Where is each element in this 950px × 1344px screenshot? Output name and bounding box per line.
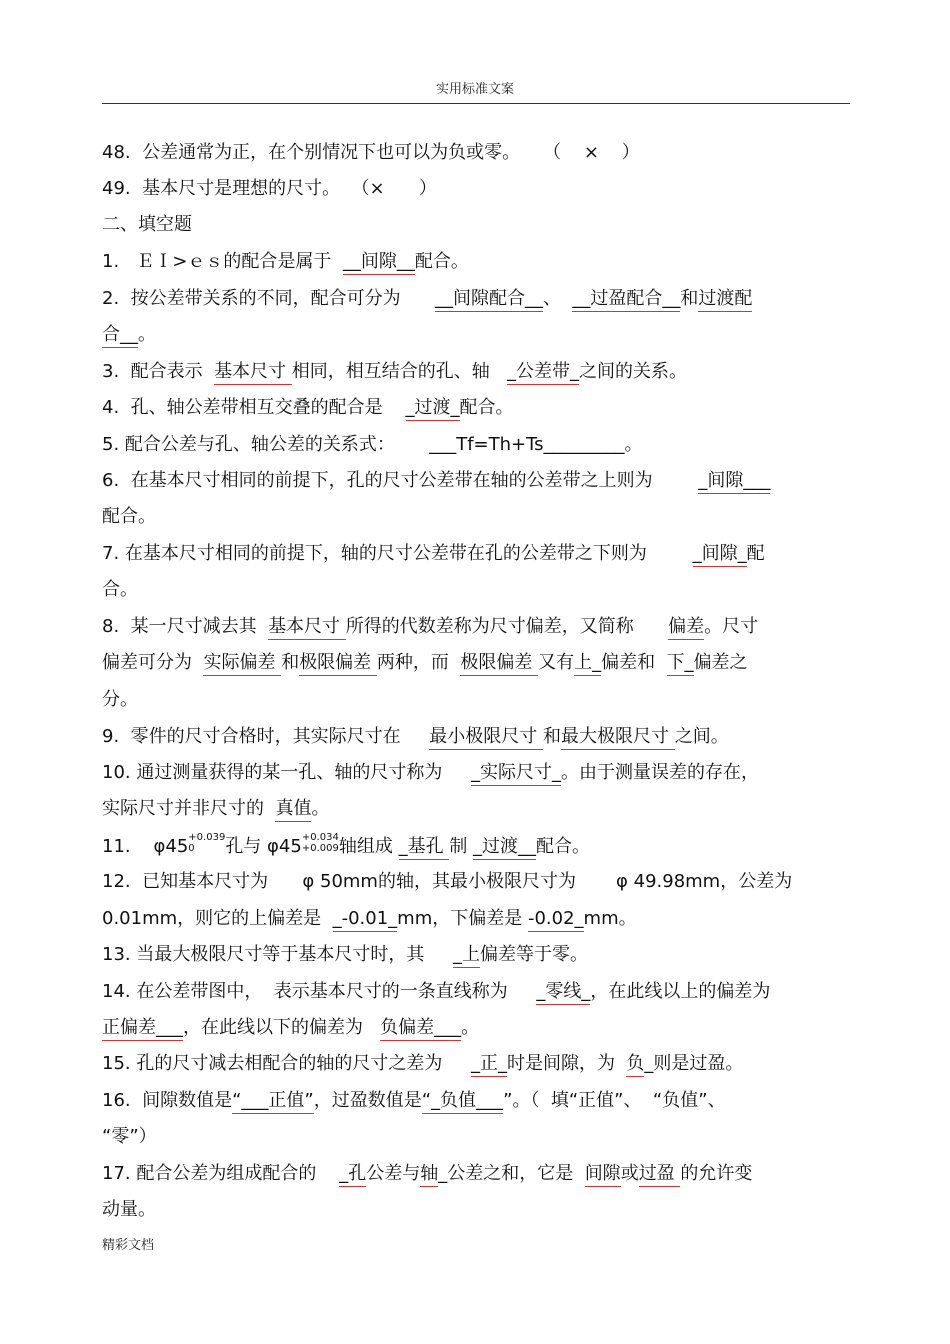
answer: 过盈 [639, 1163, 681, 1187]
phi-symbol: φ [267, 836, 279, 857]
tolerance-stack: +0.039 0 [188, 832, 226, 854]
question-14-cont: 正偏差___，在此线以下的偏差为 负偏差___。 [102, 1015, 850, 1041]
question-8-cont: 偏差可分为 实际偏差 和极限偏差 两种，而 极限偏差 又有上_偏差和 下_偏差之 [102, 650, 850, 676]
answer: “___正值” [232, 1090, 314, 1114]
question-17-cont: 动量。 [102, 1199, 156, 1220]
answer: _实际尺寸_ [471, 762, 561, 786]
answer: 上_ [574, 652, 601, 676]
question-13: 13. 当最大极限尺寸等于基本尺寸时，其 _上偏差等于零。 [102, 942, 850, 968]
answer: 极限偏差 [460, 652, 538, 676]
answer: _公差带_ [507, 361, 579, 385]
item-48: 48. 公差通常为正，在个别情况下也可以为负或零。 （ × ） [102, 142, 640, 163]
question-3: 3. 配合表示 基本尺寸 相同，相互结合的孔、轴 _公差带_之间的关系。 [102, 359, 850, 385]
question-1: 1. ＥＩ>ｅｓ的配合是属于 __间隙__配合。 [102, 249, 850, 275]
question-16: 16. 间隙数值是“___正值”，过盈数值是“_负值___”。（ 填“正值”、 “负值”、 [102, 1088, 850, 1114]
answer: 下_ [667, 652, 694, 676]
header-divider [102, 103, 850, 104]
question-16-cont: “零”） [102, 1126, 157, 1147]
answer: 基本尺寸 [268, 616, 346, 640]
question-15: 15. 孔的尺寸减去相配合的轴的尺寸之差为 _正_时是间隙，为 负_则是过盈。 [102, 1051, 850, 1077]
question-5: 5. 配合公差与孔、轴公差的关系式： ___Tf=Th+Ts_________。 [102, 434, 643, 455]
question-9: 9. 零件的尺寸合格时，其实际尺寸在 最小极限尺寸 和最大极限尺寸 之间。 [102, 724, 850, 750]
answer: “_负值___ [422, 1090, 503, 1114]
question-7-cont: 合。 [102, 579, 138, 600]
question-7: 7. 在基本尺寸相同的前提下，轴的尺寸公差带在孔的公差带之下则为 _间隙_配 [102, 541, 850, 567]
question-8: 8. 某一尺寸减去其 基本尺寸 所得的代数差称为尺寸偏差，又简称 偏差。尺寸 [102, 614, 850, 640]
answer: 真值 [275, 798, 311, 822]
question-6-cont: 配合。 [102, 506, 156, 527]
question-4: 4. 孔、轴公差带相互交叠的配合是 _过渡_配合。 [102, 395, 850, 421]
answer: _正_ [471, 1053, 507, 1077]
question-2: 2. 按公差带关系的不同，配合可分为 __间隙配合__、 __过盈配合__和过渡配 [102, 286, 850, 312]
answer: _上 [453, 944, 480, 968]
answer: 轴 [420, 1163, 438, 1187]
page-footer: 精彩文档 [102, 1238, 155, 1253]
question-8-end: 分。 [102, 689, 138, 710]
answer: _孔 [339, 1163, 366, 1187]
section-title: 二、填空题 [102, 214, 192, 235]
question-14: 14. 在公差带图中， 表示基本尺寸的一条直线称为 _零线_，在此线以上的偏差为 [102, 979, 850, 1005]
question-10-cont: 实际尺寸并非尺寸的 真值。 [102, 796, 850, 822]
question-17: 17. 配合公差为组成配合的 _孔公差与轴_公差之和，它是 间隙或过盈 的允许变 [102, 1161, 850, 1187]
question-12-cont: 0.01mm，则它的上偏差是 _-0.01_mm，下偏差是 -0.02_mm。 [102, 906, 850, 932]
answer: 负 [626, 1053, 644, 1077]
question-11: 11. φ45 +0.039 0 孔与 φ45 +0.034 +0.009 轴组成 _基孔 制 _过渡__配合。 [102, 834, 850, 860]
answer: 基本尺寸 [214, 361, 292, 385]
answer: __间隙配合__ [435, 288, 543, 312]
question-10: 10. 通过测量获得的某一孔、轴的尺寸称为 _实际尺寸_。由于测量误差的存在， [102, 760, 850, 786]
answer: _-0.01_ [333, 908, 398, 932]
answer: __过盈配合__ [572, 288, 680, 312]
answer: 负偏差___ [380, 1017, 461, 1041]
question-6: 6. 在基本尺寸相同的前提下，孔的尺寸公差带在轴的公差带之上则为 _间隙___ [102, 468, 850, 494]
answer: 合__ [102, 324, 138, 348]
question-2-cont: 合__。 [102, 322, 850, 348]
answer: 正偏差___ [102, 1017, 183, 1041]
item-49: 49. 基本尺寸是理想的尺寸。 （× ） [102, 178, 437, 199]
answer: 偏差 [668, 616, 704, 640]
answer: __间隙__ [343, 251, 415, 275]
answer: _零线_ [536, 981, 590, 1005]
answer: 间隙 [585, 1163, 621, 1187]
answer: 过渡配 [698, 288, 752, 312]
answer: 最小极限尺寸 [429, 726, 543, 750]
answer: 极限偏差 [299, 652, 377, 676]
page-header: 实用标准文案 [435, 82, 514, 97]
question-12: 12. 已知基本尺寸为 φ 50mm的轴，其最小极限尺寸为 φ 49.98mm，公差为 [102, 871, 793, 892]
answer: _间隙_ [693, 543, 747, 567]
answer: _过渡__ [473, 836, 536, 860]
answer: _间隙___ [698, 470, 770, 494]
answer: 实际偏差 [203, 652, 281, 676]
tolerance-stack: +0.034 +0.009 [301, 832, 339, 854]
answer: _过渡_ [406, 397, 460, 421]
answer: 最大极限尺寸 [561, 726, 675, 750]
answer: _基孔 [399, 836, 450, 860]
phi-symbol: φ [153, 836, 166, 857]
answer: -0.02_ [528, 908, 584, 932]
